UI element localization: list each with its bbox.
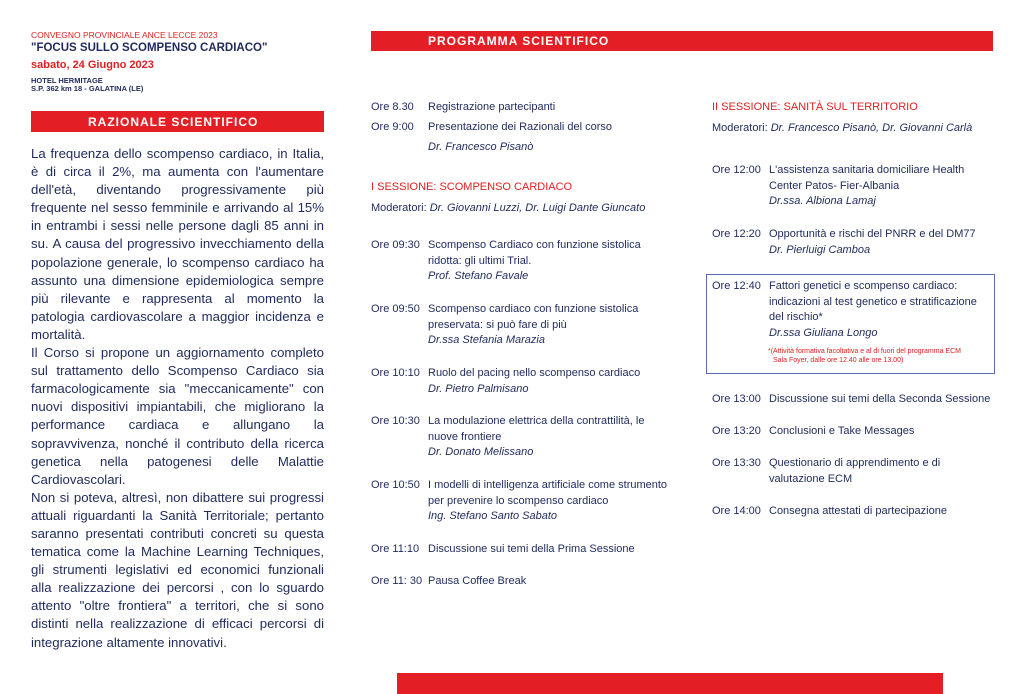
- entry-title: L'assistenza sanitaria domiciliare Health Center Patos- Fier-Albania: [769, 164, 965, 192]
- programme-entry: [712, 424, 1002, 440]
- moderators-names: Dr. Giovanni Luzzi, Dr. Luigi Dante Giuncato: [429, 202, 646, 214]
- entry-time: Ore 8.30: [371, 101, 414, 113]
- programme-entry: [712, 392, 1002, 408]
- entry-time: Ore 14:00: [712, 505, 761, 517]
- programme-entry: [712, 227, 992, 259]
- programme-entry: [371, 100, 671, 116]
- entry-time: Ore 9:00: [371, 121, 414, 133]
- note-line-1: *(Attività formativa facoltativa e al di fuori del programma ECM: [768, 348, 961, 355]
- programme-entry: [712, 456, 1002, 488]
- programme-entry: [371, 302, 671, 350]
- entry-time: Ore 13:30: [712, 457, 761, 469]
- venue-address: S.P. 362 km 18 - GALATINA (LE): [31, 84, 144, 93]
- entry-time: Ore 10:50: [371, 479, 420, 491]
- programme-entry: [371, 542, 671, 558]
- entry-time: Ore 09:30: [371, 239, 420, 251]
- programme-entry: [371, 574, 671, 590]
- programme-entry: [371, 478, 671, 526]
- entry-speaker: Dr.ssa. Albiona Lamaj: [769, 195, 876, 207]
- programme-entry: [371, 238, 671, 286]
- session-1-moderators: [371, 202, 645, 214]
- event-title: "FOCUS SULLO SCOMPENSO CARDIACO": [31, 42, 268, 54]
- programme-heading: PROGRAMMA SCIENTIFICO: [428, 34, 610, 48]
- entry-time: Ore 09:50: [371, 303, 420, 315]
- entry-title: La modulazione elettrica della contrattilità, le nuove frontiere: [428, 415, 645, 443]
- entry-title: Registrazione partecipanti: [428, 101, 556, 113]
- entry-title: Discussione sui temi della Seconda Sessione: [769, 393, 991, 405]
- programme-entry: [371, 414, 671, 462]
- entry-speaker: Dr. Francesco Pisanò: [428, 140, 534, 153]
- rationale-heading: RAZIONALE SCIENTIFICO: [88, 114, 259, 129]
- session-2-title: II SESSIONE: SANITÀ SUL TERRITORIO: [712, 101, 918, 113]
- entry-title: Pausa Coffee Break: [428, 575, 527, 587]
- moderators-label: Moderatori:: [712, 122, 768, 134]
- entry-speaker: Dr. Pierluigi Camboa: [769, 243, 871, 256]
- moderators-names: Dr. Francesco Pisanò, Dr. Giovanni Carlà: [770, 122, 973, 134]
- bottom-bar: [397, 673, 943, 694]
- programme-entry: [712, 504, 1002, 520]
- entry-speaker: Dr. Donato Melissano: [428, 446, 534, 458]
- entry-title: Discussione sui temi della Prima Sessione: [428, 543, 635, 555]
- entry-speaker: Dr.ssa Giuliana Longo: [769, 326, 878, 339]
- programme-entry: [712, 279, 992, 343]
- venue-name: HOTEL HERMITAGE: [31, 76, 103, 85]
- entry-speaker: Dr.ssa Stefania Marazia: [428, 334, 545, 346]
- entry-speaker: Ing. Stefano Santo Sabato: [428, 510, 558, 522]
- programme-entry: [712, 163, 992, 211]
- programme-entry: [371, 120, 671, 154]
- entry-time: Ore 11:10: [371, 543, 420, 555]
- entry-title: I modelli di intelligenza artificiale come strumento per prevenire lo scompenso cardiaco: [428, 479, 668, 507]
- programme-entry: [371, 366, 671, 398]
- rationale-paragraph-3: Non si poteva, altresì, non dibattere sui progressi attuali riguardanti la Sanità Territoriale; pertanto saranno presentati contributi concreti su questa tematica come la Machine Learning Techniques, gli strumenti legislativi ed economici funzionali alla realizzazione dei percorsi , con lo sguardo attento "oltre frontiera" a territori, che si sono distinti nella realizzazione di efficaci percorsi di integrazione altamente innovativi.: [31, 489, 324, 650]
- entry-title: Ruolo del pacing nello scompenso cardiaco: [428, 367, 641, 379]
- optional-session-note: [768, 347, 961, 365]
- rationale-paragraph-2: Il Corso si propone un aggiornamento completo sul trattamento dello Scompenso Cardiaco sia farmacologicamente sia "meccanicamente" con nuovi dispositivi impiantabili, che migliorano la performance cardiaca e allungano la sopravvivenza, nonché il contributo della ricerca genetica nella patogenesi delle Malattie Cardiovascolari.: [31, 345, 324, 487]
- entry-time: Ore 13:00: [712, 393, 761, 405]
- rationale-paragraph-1: La frequenza dello scompenso cardiaco, in Italia, è di circa il 2%, ma aumenta con l'aumentare dell'età, diventando progressivamente più frequente nel sesso femminile e arrivando al 15% in entrambi i sessi nelle persone dagli 85 anni in su. A causa del progressivo invecchiamento della popolazione generale, lo scompenso cardiaco ha assunto una dimensione epidemiologica sempre più rilevante e rappresenta al momento la patologia cardiovascolare a maggior incidenza e mortalità.: [31, 146, 324, 342]
- entry-title: Opportunità e rischi del PNRR e del DM77: [769, 228, 976, 240]
- note-line-2: Sala Foyer, dalle ore 12.40 alle ore 13.00): [773, 357, 904, 364]
- entry-speaker: Prof. Stefano Favale: [428, 270, 529, 282]
- entry-title: Questionario di apprendimento e di valutazione ECM: [769, 457, 941, 485]
- entry-time: Ore 12:40: [712, 280, 761, 292]
- programme-heading-bar: [371, 31, 993, 51]
- entry-speaker: Dr. Pietro Palmisano: [428, 382, 529, 395]
- session-1-title: I SESSIONE: SCOMPENSO CARDIACO: [371, 181, 573, 193]
- rationale-heading-bar: [31, 111, 324, 132]
- session-2-moderators: [712, 122, 972, 134]
- entry-title: Conclusioni e Take Messages: [769, 425, 915, 437]
- entry-time: Ore 12:20: [712, 228, 761, 240]
- entry-title: Consegna attestati di partecipazione: [769, 505, 947, 517]
- entry-time: Ore 13:20: [712, 425, 761, 437]
- entry-title: Presentazione dei Razionali del corso: [428, 121, 613, 133]
- entry-time: Ore 10:10: [371, 367, 420, 379]
- event-date: sabato, 24 Giugno 2023: [31, 59, 154, 71]
- moderators-label: Moderatori:: [371, 202, 427, 214]
- entry-title: Scompenso Cardiaco con funzione sistolica ridotta: gli ultimi Trial.: [428, 239, 641, 267]
- entry-time: Ore 10:30: [371, 415, 420, 427]
- convention-label: CONVEGNO PROVINCIALE ANCE LECCE 2023: [31, 30, 218, 40]
- entry-title: Scompenso cardiaco con funzione sistolica preservata: si può fare di più: [428, 303, 639, 331]
- rationale-text: [31, 145, 324, 652]
- entry-title: Fattori genetici e scompenso cardiaco: indicazioni al test genetico e stratificazione del rischio*: [769, 280, 977, 323]
- entry-time: Ore 11: 30: [371, 575, 423, 587]
- entry-time: Ore 12:00: [712, 164, 761, 176]
